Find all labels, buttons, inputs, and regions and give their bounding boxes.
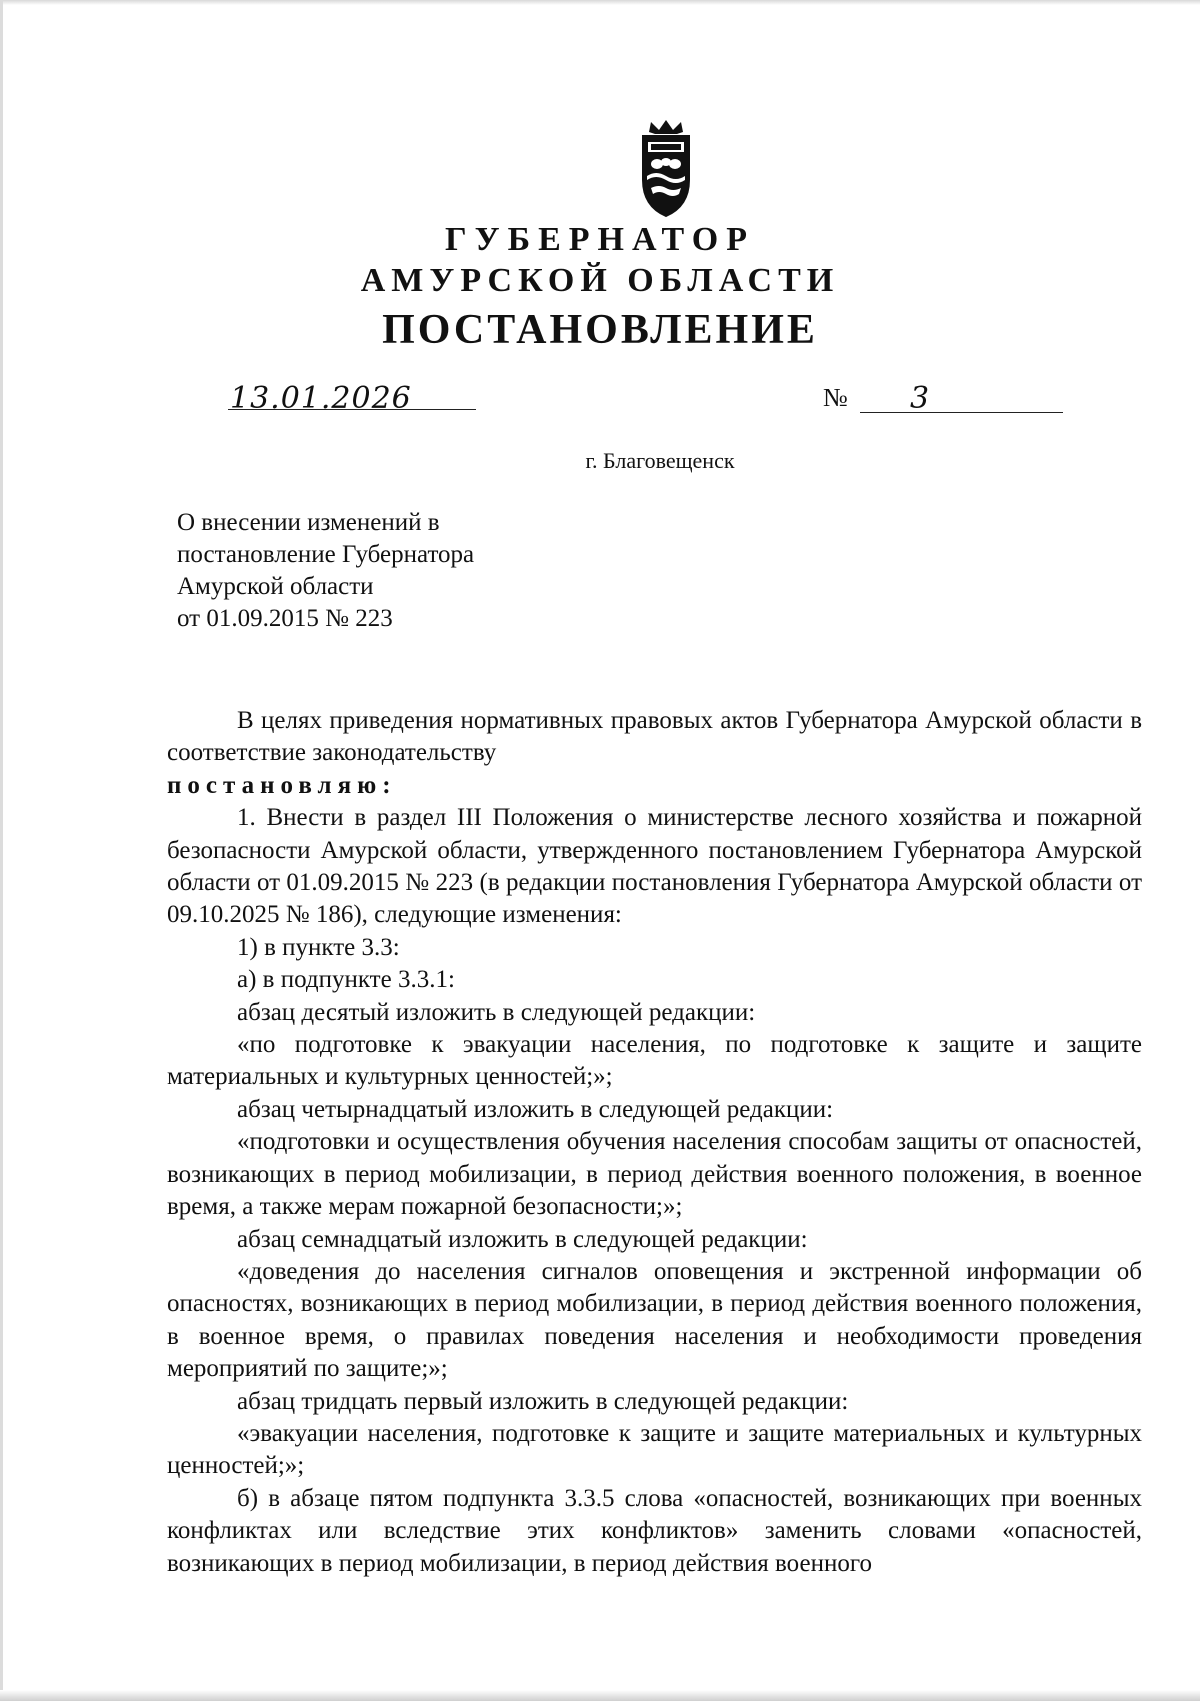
subject-line: Амурской области <box>177 573 374 600</box>
body-paragraph: а) в подпункте 3.3.1: <box>237 966 455 994</box>
body-paragraph: «по подготовке к эвакуации населения, по подготовке к защите и защите материальных и культурных ценностей;»; <box>167 1031 1142 1091</box>
coat-of-arms-emblem <box>621 118 711 218</box>
issuer-region: АМУРСКОЙ ОБЛАСТИ <box>360 262 840 299</box>
body-paragraph: б) в абзаце пятом подпункта 3.3.5 слова «опасностей, возникающих при военных конфликтах или вследствие этих конфликтов» заменить словами «опасностей, возникающих в период мобилизации, в период действия военного <box>167 1484 1142 1577</box>
number-underline <box>860 412 1063 413</box>
body-paragraph: «подготовки и осуществления обучения населения способам защиты от опасностей, возникающих в период мобилизации, в период действия военного положения, в военное время, а также мерам пожарной безопасности;»; <box>167 1128 1142 1221</box>
resolve-word: постановляю: <box>167 771 397 799</box>
body-paragraph: «доведения до населения сигналов оповещения и экстренной информации об опасностях, возникающих в период мобилизации, в период действия военного положения, в военное время, о правилах поведения населения и необходимости проведения мероприятий по защите;»; <box>167 1257 1142 1383</box>
subject-line: от 01.09.2015 № 223 <box>177 605 393 632</box>
handwritten-number: 3 <box>910 381 930 416</box>
body-paragraph: «эвакуации населения, подготовке к защите и защите материальных и культурных ценностей;»; <box>167 1419 1142 1480</box>
number-label: № <box>823 383 848 412</box>
handwritten-date: 13.01.2026 <box>230 381 412 416</box>
document-body <box>167 705 1142 1580</box>
issuer-title: ГУБЕРНАТОР <box>445 221 755 258</box>
body-paragraph: абзац семнадцатый изложить в следующей редакции: <box>237 1225 808 1253</box>
subject-line: О внесении изменений в <box>177 509 440 536</box>
document-type-heading: ПОСТАНОВЛЕНИЕ <box>382 307 818 353</box>
body-paragraph: абзац четырнадцатый изложить в следующей редакции: <box>237 1095 834 1123</box>
document-subject <box>177 507 474 635</box>
intro-paragraph: В целях приведения нормативных правовых актов Губернатора Амурской области в соответствие законодательству <box>167 707 1142 767</box>
date-underline <box>228 409 476 410</box>
city-name: г. Благовещенск <box>585 448 735 473</box>
scan-edge-top <box>0 0 1200 5</box>
body-paragraph: 1. Внести в раздел III Положения о министерстве лесного хозяйства и пожарной безопасности Амурской области, утвержденного постановлением Губернатора Амурской области от 01.09.2015 № 223 (в редакции постановления Губернатора Амурской области от 09.10.2025 № 186), следующие изменения: <box>167 804 1142 929</box>
body-paragraph: 1) в пункте 3.3: <box>237 933 400 961</box>
body-paragraph: абзац тридцать первый изложить в следующей редакции: <box>237 1387 849 1415</box>
subject-line: постановление Губернатора <box>177 541 475 568</box>
body-paragraph: абзац десятый изложить в следующей редакции: <box>237 998 756 1026</box>
scan-edge-bottom <box>0 1690 1200 1701</box>
